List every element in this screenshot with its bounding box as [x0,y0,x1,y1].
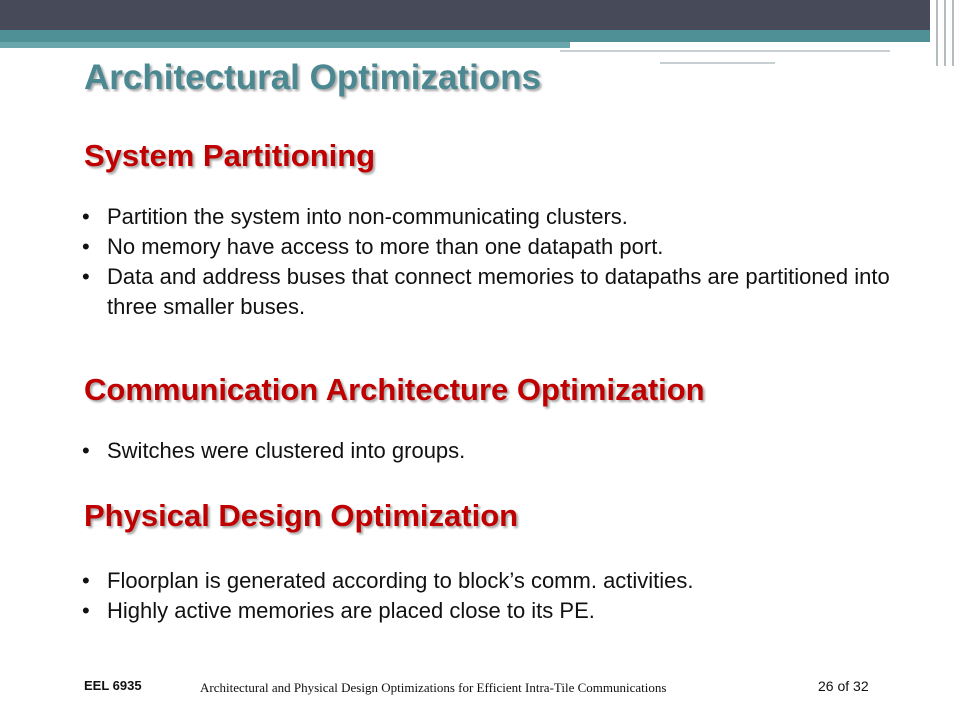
bullet-item [82,232,922,262]
bullet-item [82,436,922,466]
decorative-rule [560,50,890,52]
bullet-dot: • [82,234,90,259]
corner-line [944,0,946,66]
decorative-rule [660,62,775,64]
bullet-list-communication-architecture [82,436,922,466]
bullet-text: No memory have access to more than one datapath port. [107,234,664,259]
bullet-dot: • [82,438,90,463]
bullet-item [82,202,922,232]
corner-line [936,0,938,66]
bullet-text: Floorplan is generated according to block’s comm. activities. [107,568,694,593]
bullet-dot: • [82,264,90,289]
bullet-dot: • [82,598,90,623]
bullet-item [82,566,922,596]
bullet-item [82,596,922,626]
top-dark-bar [0,0,960,30]
bullet-text: Switches were clustered into groups. [107,438,466,463]
bullet-text: Data and address buses that connect memories to datapaths are partitioned into three smaller buses. [107,264,890,319]
section-heading-system-partitioning: System Partitioning [84,138,376,173]
corner-line [952,0,954,66]
section-heading-communication-architecture: Communication Architecture Optimization [84,372,705,407]
bullet-text: Partition the system into non-communicating clusters. [107,204,628,229]
bullet-list-system-partitioning [82,202,922,322]
bullet-item [82,262,922,322]
bullet-dot: • [82,204,90,229]
footer-paper-title: Architectural and Physical Design Optimizations for Efficient Intra-Tile Communications [200,680,667,695]
footer-page-number: 26 of 32 [818,678,869,694]
bullet-list-physical-design [82,566,922,626]
slide-title: Architectural Optimizations [84,58,542,97]
footer-course-code: EEL 6935 [84,678,142,693]
section-heading-physical-design: Physical Design Optimization [84,498,519,533]
teal-accent-stripe-secondary [0,42,570,48]
bullet-text: Highly active memories are placed close to its PE. [107,598,595,623]
teal-accent-stripe [0,30,930,42]
bullet-dot: • [82,568,90,593]
